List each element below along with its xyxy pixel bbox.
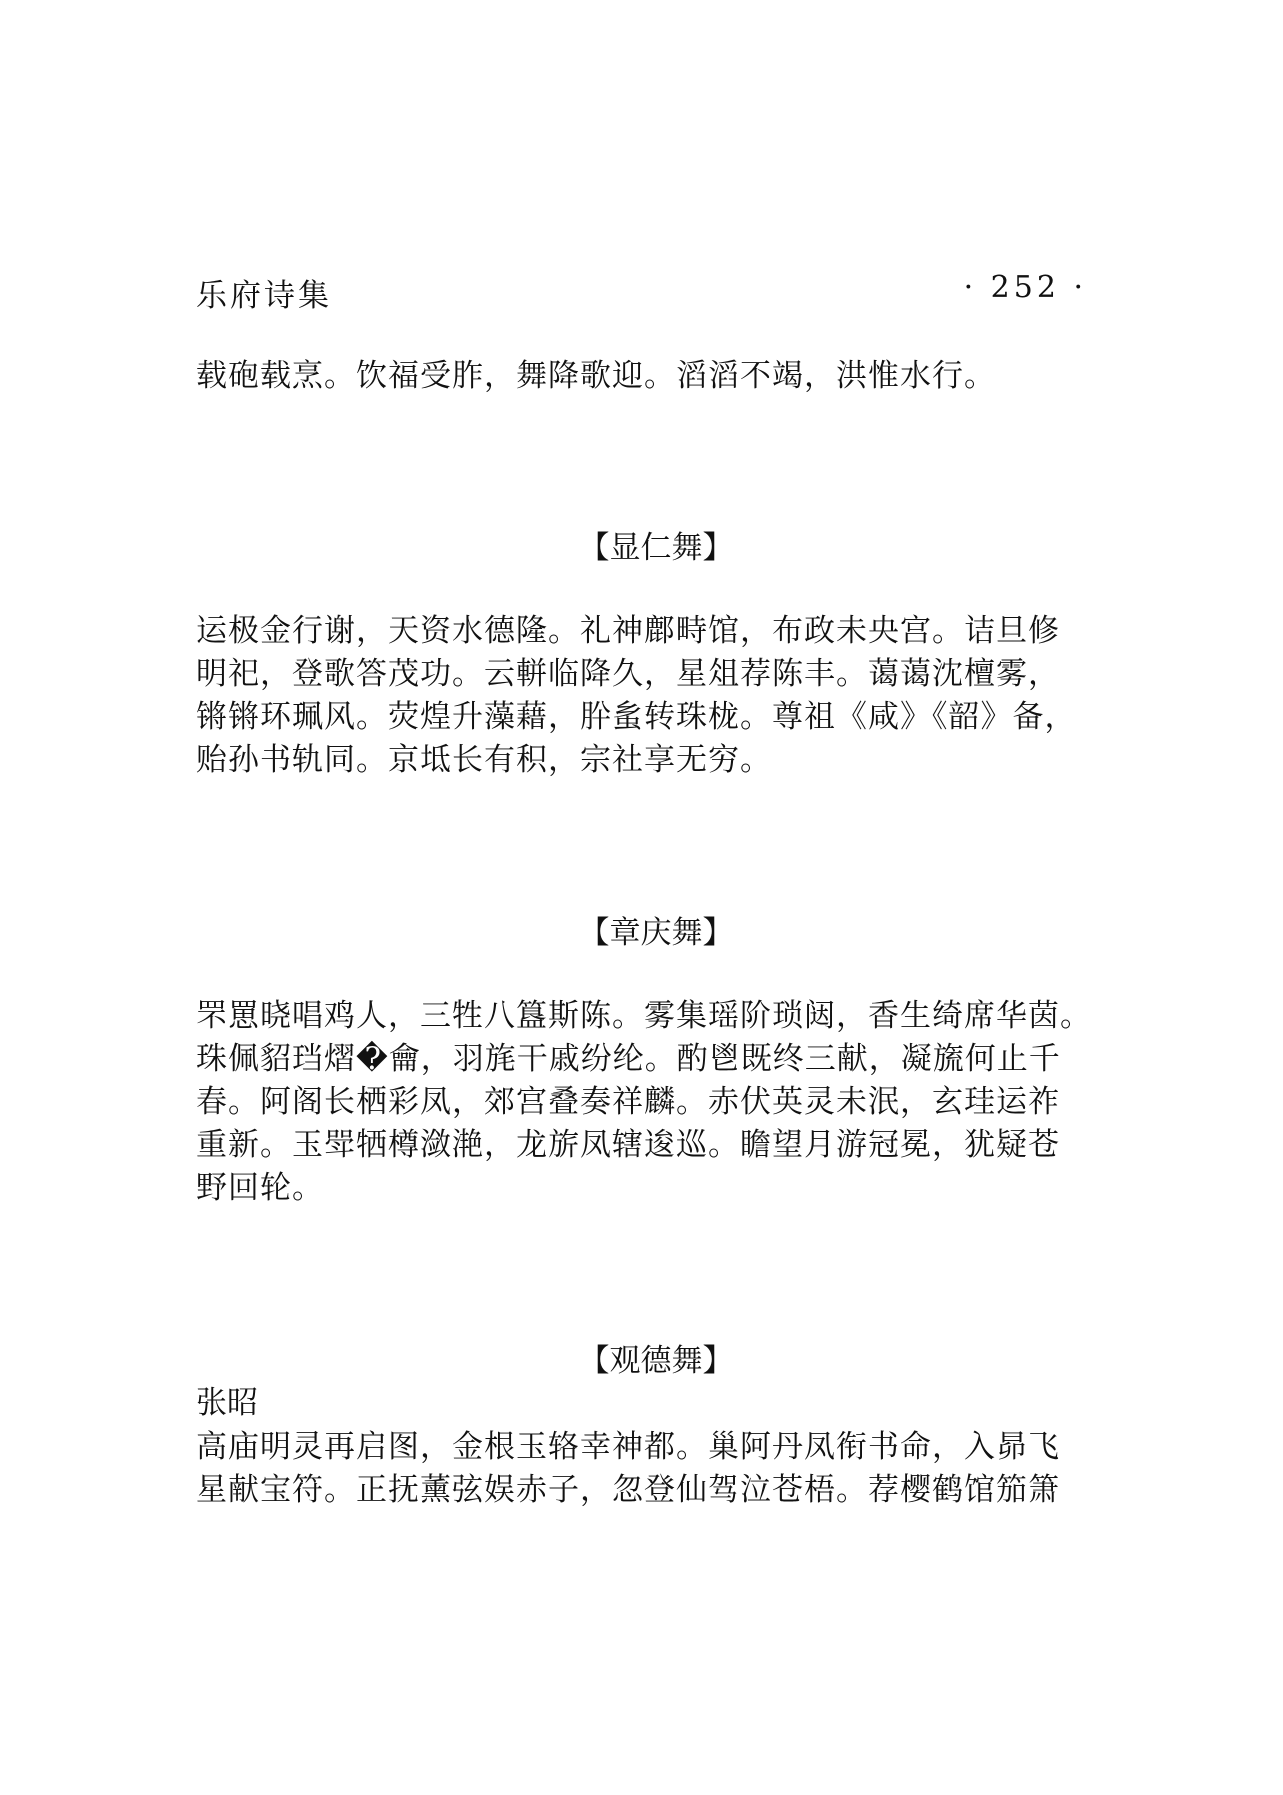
poem-line: 珠佩貂珰熠�龠，羽旄干戚纷纶。酌鬯既终三献，凝旒何止千 (196, 1041, 1061, 1077)
poem-line: 罘罳晓唱鸡人，三牲八簋斯陈。雾集瑶阶琐闼，香生绮席华茵。 (196, 998, 1092, 1034)
poem-line: 高庙明灵再启图，金根玉辂幸神都。巢阿丹凤衔书命，入昴飞 (196, 1429, 1060, 1465)
poem-line: 贻孙书轨同。京坻长有积，宗社享无穷。 (196, 742, 772, 778)
continued-text-block (196, 355, 1116, 398)
book-title: 乐府诗集 (196, 278, 332, 314)
page-header (196, 270, 1087, 314)
poem-line: 重新。玉斝牺樽潋滟，龙旂凤辖逡巡。瞻望月游冠冕，犹疑苍 (196, 1127, 1060, 1163)
page-number: · 252 · (963, 270, 1087, 305)
poem-line: 明祀，登歌答茂功。云軿临降久，星俎荐陈丰。蔼蔼沈檀雾， (196, 656, 1060, 692)
poem-line: 运极金行谢，天资水德隆。礼神鄜畤馆，布政未央宫。诘旦修 (196, 613, 1060, 649)
poem-body (196, 610, 1116, 782)
section-title: 【章庆舞】 (578, 915, 734, 951)
poem-line: 春。阿阁长栖彩凤，郊宫叠奏祥麟。赤伏英灵未泯，玄珪运祚 (196, 1084, 1060, 1120)
poem-body (196, 1426, 1116, 1512)
poem-line: 锵锵环珮风。荧煌升藻藉，肸蚃转珠栊。尊祖《咸》《韶》备， (196, 699, 1077, 735)
continued-text: 载砲载烹。饮福受胙，舞降歌迎。滔滔不竭，洪惟水行。 (196, 358, 996, 394)
poem-line: 野回轮。 (196, 1170, 324, 1206)
author-name: 张昭 (196, 1385, 258, 1421)
section-title: 【观德舞】 (578, 1343, 734, 1379)
section-title: 【显仁舞】 (578, 530, 734, 566)
poem-body (196, 995, 1116, 1210)
poem-line: 星献宝符。正抚薰弦娱赤子，忽登仙驾泣苍梧。荐樱鹤馆笳箫 (196, 1472, 1060, 1508)
